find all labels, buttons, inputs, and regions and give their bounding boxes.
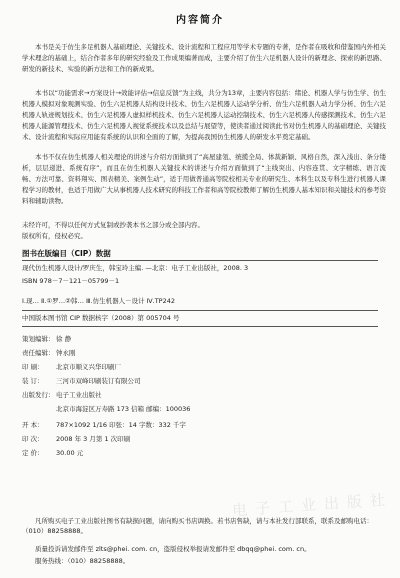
- info-value: 北京市海淀区万寿路 173 信箱 邮编：100036: [56, 405, 191, 413]
- cip-title-line: 现代仿生机器人设计/罗庆生，韩宝玲主编. —北京：电子工业出版社，2008. 3: [22, 264, 249, 272]
- info-row-address: [56, 404, 400, 414]
- info-value: 787×1092 1/16 印张：14 字数：332 千字: [56, 421, 186, 429]
- summary-paragraph-3: 本书不仅在仿生机器人相关理论的讲述与介绍方面做到了“高屋建瓴、统揽全局、体裁新颖、风格自然，深入浅出、条分缕析，层层递进、系统有序”，而且在仿生机器人关键技术的讲述与介绍方面做到了“主线突出、内容连贯、文字精练、语言流畅、方法可靠、资料翔实、图表精美、案例生动”，适于用做普通高等院校相关专业的研究生、本科生以及专科生进行机器人课程学习的教材，也适于用做广大从事机器人技术研究的科技工作者和高等院校教师了解仿生机器人基本知识和关键技术的参考资料和辅助读物。: [22, 153, 386, 205]
- info-row-price: [22, 448, 382, 458]
- cip-heading: 图书在版编目（CIP）数据: [22, 249, 111, 258]
- info-row-printer: [22, 362, 382, 372]
- footer-return-policy: 凡所购买电子工业出版社图书有缺损问题，请向购买书店调换。若书店售缺，请与本社发行部联系，联系及邮购电话：（010）88258888。: [22, 517, 373, 535]
- info-label: 开 本：: [22, 421, 44, 429]
- info-label: 责任编辑：: [22, 349, 55, 357]
- summary-title: 内容简介: [176, 15, 224, 26]
- footer-service-hotline: 服务热线：（010）88258888。: [35, 557, 130, 565]
- info-label: 策划编辑：: [22, 335, 55, 343]
- cip-middle-rule: [22, 310, 378, 311]
- info-value: 2008 年 3 月第 1 次印刷: [56, 435, 131, 443]
- copyright-notice: 未经许可，不得以任何方式复制或抄袭本书之部分或全部内容。 版权所有，侵权必究。: [22, 221, 204, 240]
- info-label: 印 次：: [22, 435, 44, 443]
- cip-isbn-line: ISBN 978－7－121－05799－1: [22, 277, 120, 285]
- info-value: 电子工业出版社: [56, 391, 102, 399]
- info-value: 30.00 元: [56, 449, 84, 457]
- info-value: 钟永刚: [56, 349, 76, 357]
- info-row-format: [22, 420, 382, 430]
- summary-paragraph-1: 本书是关于仿生多足机器人基础理论、关键技术、设计流程和工程应用等学术专题的专著，是作者在吸收和借鉴国内外相关学术理念的基础上，结合作者多年的研究经验及工作成果编著而成，主要介绍了仿生六足机器人设计的新理念、探索的新思路、研发的新技术、实验的新方法和工作的新成果。: [22, 43, 386, 73]
- info-label: 装 订：: [22, 377, 44, 385]
- publisher-watermark: 电子工业出版社: [231, 490, 394, 520]
- footer-complaint-email: 质量投诉请发邮件至 zlts@phei. com. cn，盗版侵权举报请发邮件至 dbqq@phei. com. cn。: [35, 545, 311, 553]
- cip-record-number-line: 中国版本图书馆 CIP 数据核字（2008）第 005704 号: [22, 314, 180, 322]
- cip-classification-line: Ⅰ.现… Ⅱ.①罗…②韩… Ⅲ.仿生机器人－设计 Ⅳ.TP242: [22, 297, 176, 305]
- info-value: 三河市双峰印刷装订有限公司: [56, 377, 141, 385]
- info-value: 徐 静: [56, 335, 72, 343]
- info-row-binding: [22, 376, 382, 386]
- info-row-acquisitions-editor: [22, 334, 382, 344]
- cip-top-rule: [22, 260, 378, 261]
- info-row-publisher: [22, 390, 382, 400]
- summary-paragraph-2: 本书以“功能需求→方案设计→效能评估→信息反馈”为主线，共分为13章，主要内容包括：绪论、机器人学与仿生学、仿生机器人模拟对象观测实验、仿生六足机器人结构设计技术、仿生六足机器人运动学分析、仿生六足机器人动力学分析、仿生六足机器人轨迹规划技术、仿生六足机器人虚拟样机技术、仿生六足机器人运动控制技术、仿生六足机器人传感探测技术、仿生六足机器人能源管理技术、仿生六足机器人视觉系统技术以及总结与展望等，使读者通过阅读此书对仿生机器人的基础理论、关键技术、设计流程和实际应用能有系统的认识和全面的了解，为提高我国仿生机器人的研发水平奠定基础。: [22, 89, 386, 141]
- info-label: 印 刷：: [22, 363, 44, 371]
- info-label: 定 价：: [22, 449, 44, 457]
- info-value: 北京市顺义兴华印刷厂: [56, 363, 121, 371]
- info-row-responsible-editor: [22, 348, 382, 358]
- cip-bottom-rule: [22, 326, 378, 327]
- info-row-impression: [22, 434, 382, 444]
- info-label: 出版发行：: [22, 391, 55, 399]
